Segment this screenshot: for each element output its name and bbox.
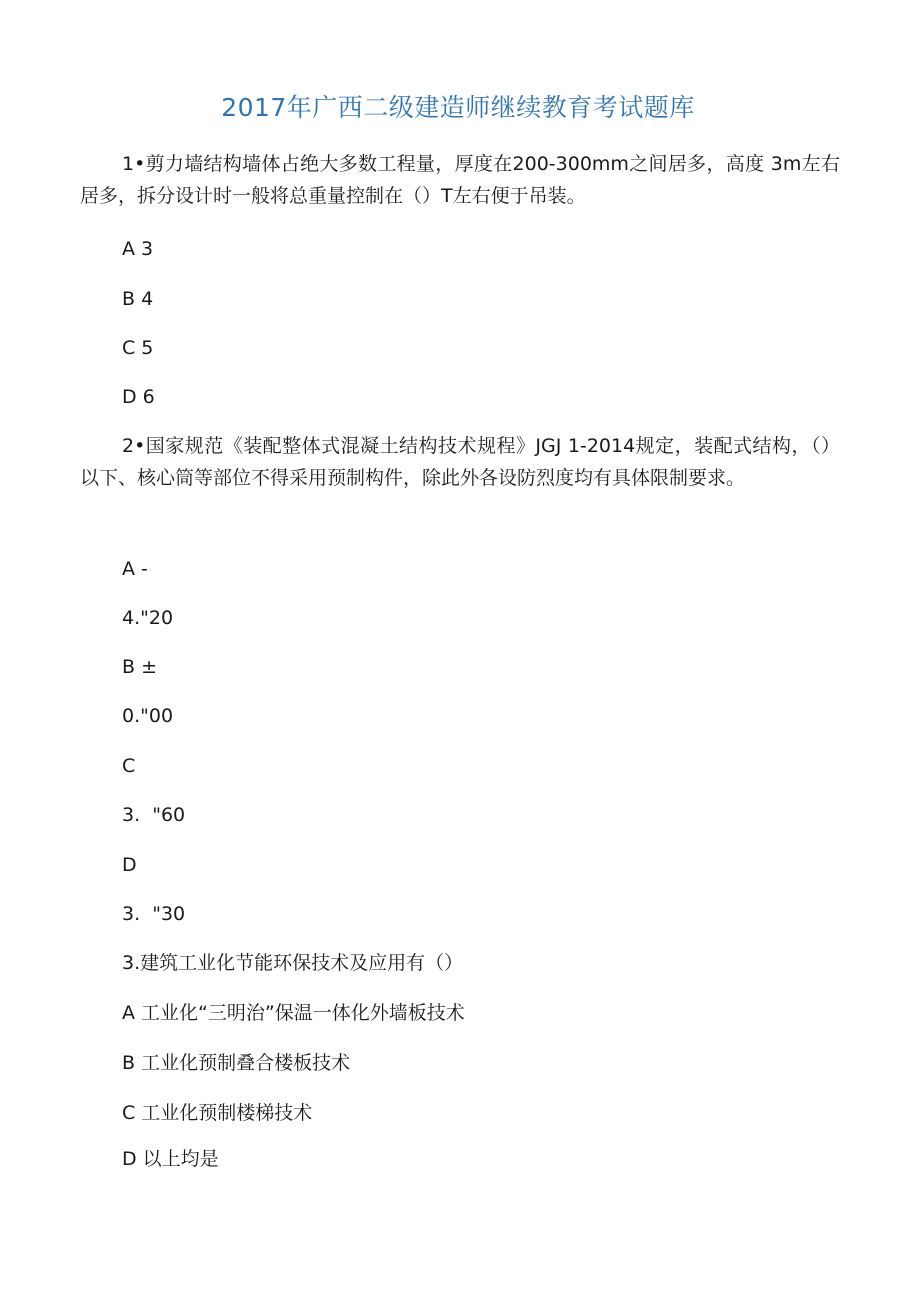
question-1-option-b: B 4: [122, 288, 154, 310]
question-2-option-c-value: 3. "60: [122, 804, 186, 826]
question-3-option-a: A 工业化“三明治”保温一体化外墙板技术: [122, 1002, 465, 1024]
question-3-option-b: B 工业化预制叠合楼板技术: [122, 1052, 351, 1074]
question-3-option-c: C 工业化预制楼梯技术: [122, 1102, 313, 1124]
document-title: 2017年广西二级建造师继续教育考试题库: [221, 93, 695, 122]
question-2-option-a-value: 4."20: [122, 607, 174, 629]
question-2-stem: 2•国家规范《装配整体式混凝土结构技术规程》JGJ 1-2014规定，装配式结构，（）以下、核心筒等部位不得采用预制构件，除此外各设防烈度均有具体限制要求。: [80, 435, 840, 489]
question-2-option-d-label: D: [122, 854, 137, 876]
question-2-option-b-label: B ±: [122, 656, 157, 678]
question-1-option-c: C 5: [122, 337, 154, 359]
question-1-option-d: D 6: [122, 386, 155, 408]
question-3-option-d: D 以上均是: [122, 1148, 219, 1170]
question-3-stem: 3.建筑工业化节能环保技术及应用有（）: [122, 952, 464, 974]
question-2-option-c-label: C: [122, 755, 136, 777]
question-2-option-b-value: 0."00: [122, 705, 174, 727]
question-1-stem: 1•剪力墙结构墙体占绝大多数工程量，厚度在200-300mm之间居多，高度 3m左右居多，拆分设计时一般将总重量控制在（）T左右便于吊装。: [80, 153, 840, 207]
question-2-option-a-label: A -: [122, 558, 148, 580]
question-2-option-d-value: 3. "30: [122, 903, 186, 925]
question-1-option-a: A 3: [122, 238, 154, 260]
